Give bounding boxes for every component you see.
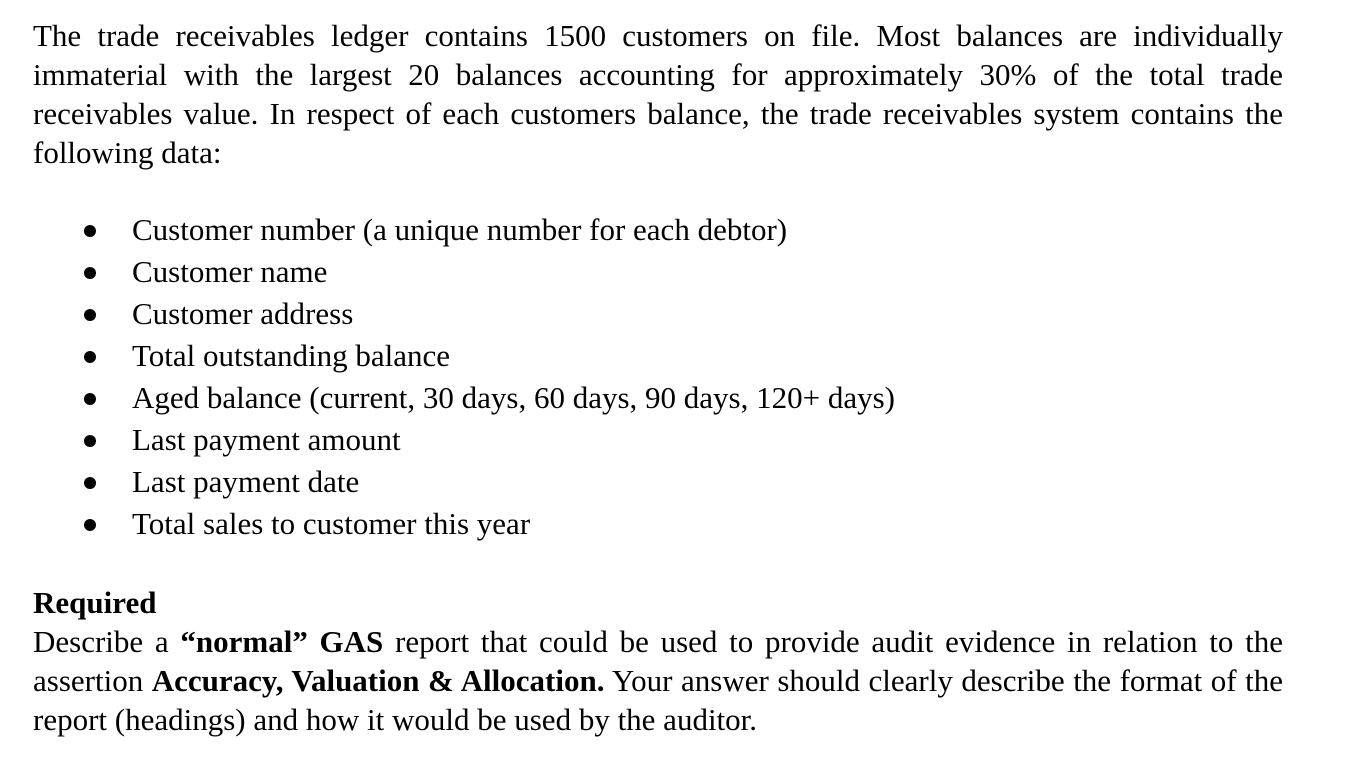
list-item-text: Last payment amount — [132, 422, 401, 457]
bullet-icon — [84, 309, 96, 321]
required-paragraph — [33, 622, 1283, 739]
required-bold-gas: “normal” GAS — [180, 624, 384, 659]
data-fields-list — [33, 209, 1283, 545]
list-item-text: Total outstanding balance — [132, 338, 451, 373]
document-page — [33, 14, 1283, 739]
list-item — [33, 251, 1283, 293]
list-item — [33, 209, 1283, 251]
bullet-icon — [84, 435, 96, 447]
list-item — [33, 419, 1283, 461]
list-item — [33, 377, 1283, 419]
list-item-text: Customer number (a unique number for each debtor) — [132, 212, 788, 247]
required-heading: Required — [33, 585, 157, 620]
list-item-text: Total sales to customer this year — [132, 506, 531, 541]
required-text-2: report that could be used to provide audit evidence in relation to the assertion — [33, 624, 1283, 698]
list-item — [33, 335, 1283, 377]
list-item-text: Last payment date — [132, 464, 360, 499]
bullet-icon — [84, 351, 96, 363]
list-item — [33, 293, 1283, 335]
required-text-3: Your answer should clearly describe the format of the report (headings) and how it would be used by the auditor. — [33, 663, 1283, 737]
intro-paragraph: The trade receivables ledger contains 1500 customers on file. Most balances are individually immaterial with the largest 20 balances accounting for approximately 30% of the total trade receivables value. In respect of each customers balance, the trade receivables system contains the following data: — [33, 18, 1283, 170]
list-item-text: Customer address — [132, 296, 354, 331]
bullet-icon — [84, 267, 96, 279]
list-item-text: Customer name — [132, 254, 328, 289]
bullet-icon — [84, 225, 96, 237]
required-bold-assertion: Accuracy, Valuation & Allocation. — [151, 663, 605, 698]
list-item-text: Aged balance (current, 30 days, 60 days, 90 days, 120+ days) — [132, 380, 895, 415]
list-item — [33, 503, 1283, 545]
bullet-icon — [84, 393, 96, 405]
required-text-1: Describe a — [33, 624, 181, 659]
bullet-icon — [84, 519, 96, 531]
bullet-icon — [84, 477, 96, 489]
list-item — [33, 461, 1283, 503]
